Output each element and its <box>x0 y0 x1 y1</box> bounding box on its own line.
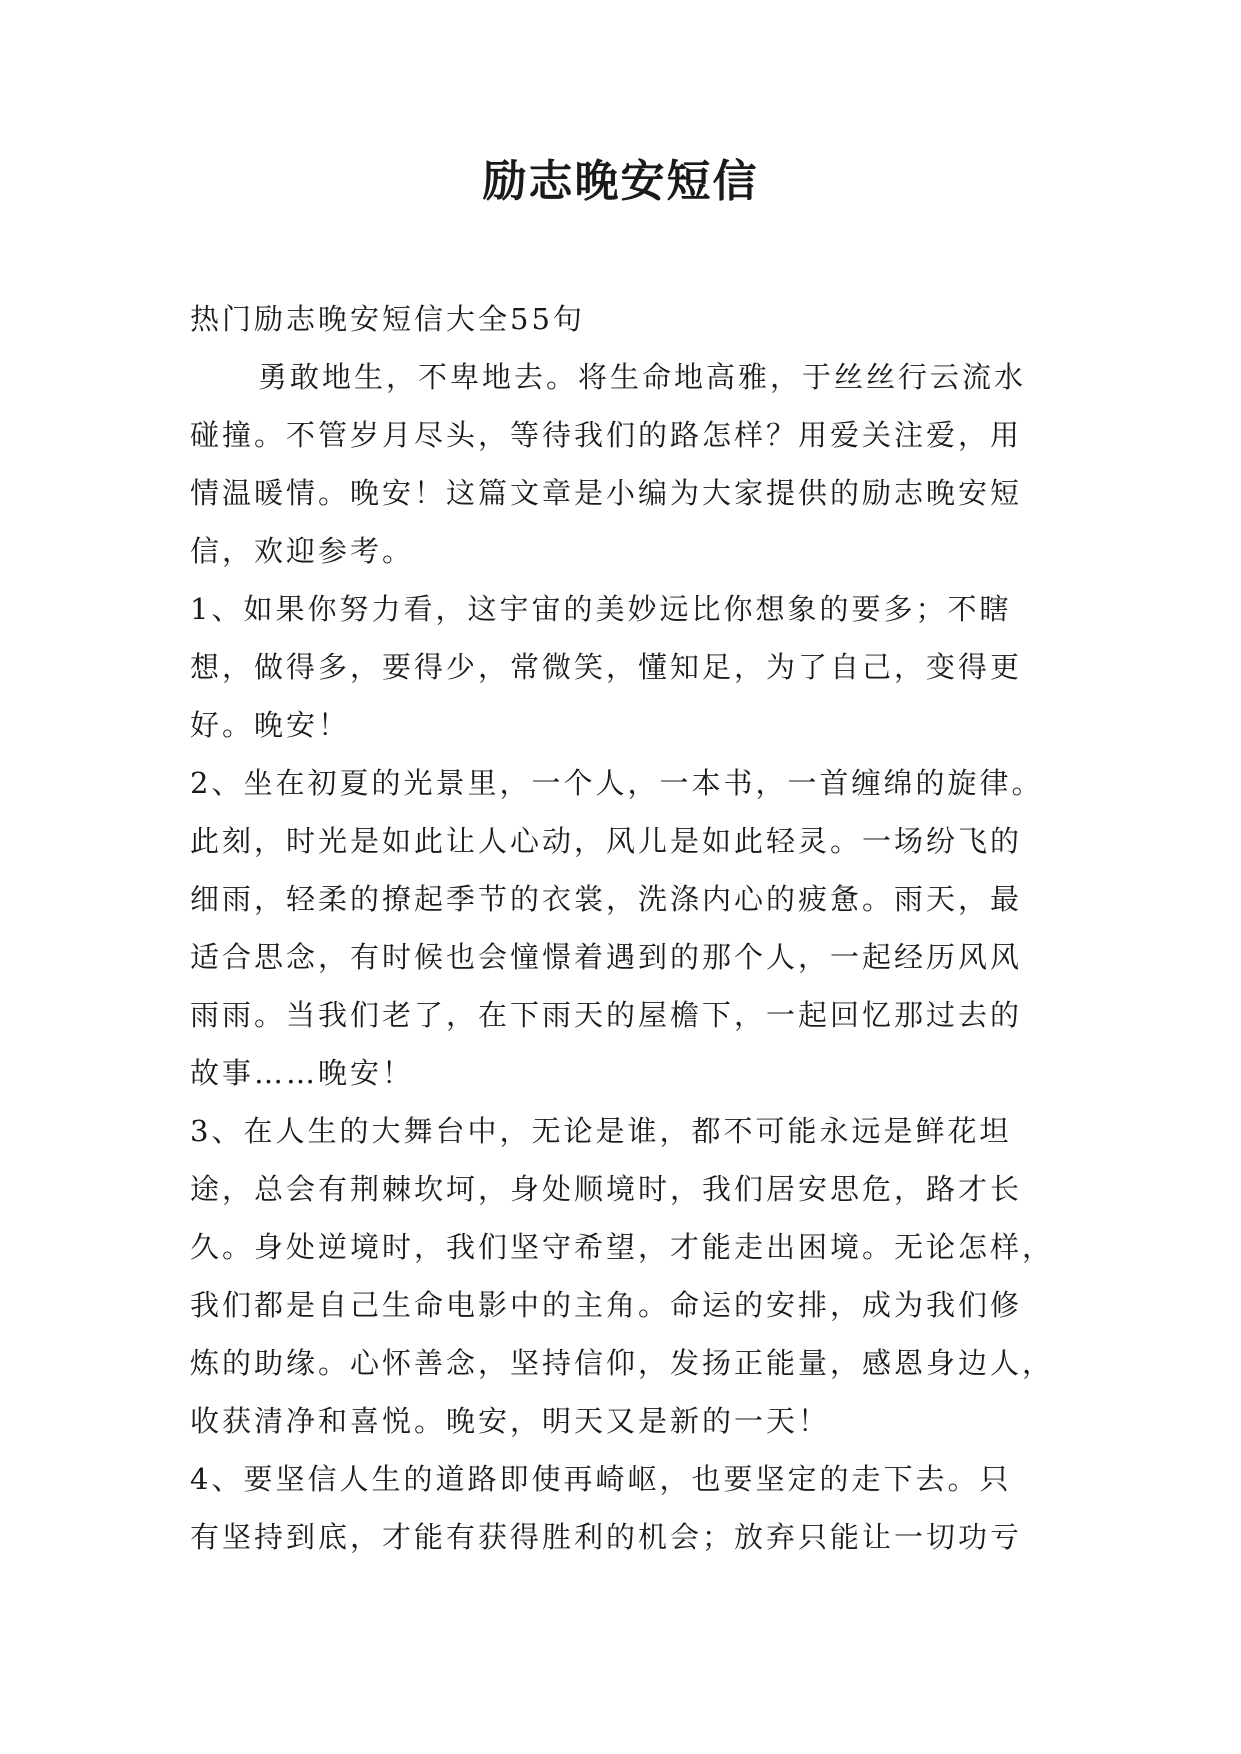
document-title: 励志晚安短信 <box>482 156 759 207</box>
paragraph-line: 情温暖情。晚安！这篇文章是小编为大家提供的励志晚安短 <box>190 476 1023 510</box>
paragraph-line: 3、在人生的大舞台中，无论是谁，都不可能永远是鲜花坦 <box>190 1114 1012 1148</box>
paragraph-line: 细雨，轻柔的撩起季节的衣裳，洗涤内心的疲惫。雨天，最 <box>190 882 1023 916</box>
paragraph-line: 途，总会有荆棘坎坷，身处顺境时，我们居安思危，路才长 <box>190 1172 1023 1206</box>
paragraph-line: 有坚持到底，才能有获得胜利的机会；放弃只能让一切功亏 <box>190 1520 1023 1554</box>
document-body <box>190 290 1056 1566</box>
paragraph-line: 碰撞。不管岁月尽头，等待我们的路怎样？用爱关注爱，用 <box>190 418 1023 452</box>
paragraph-line: 适合思念，有时候也会憧憬着遇到的那个人，一起经历风风 <box>190 940 1023 974</box>
paragraph-line: 久。身处逆境时，我们坚守希望，才能走出困境。无论怎样， <box>190 1230 1055 1264</box>
paragraph-line: 4、要坚信人生的道路即使再崎岖，也要坚定的走下去。只 <box>190 1462 1012 1496</box>
paragraph-line: 雨雨。当我们老了，在下雨天的屋檐下，一起回忆那过去的 <box>190 998 1023 1032</box>
paragraph-line: 收获清净和喜悦。晚安，明天又是新的一天！ <box>190 1404 831 1438</box>
paragraph-line: 炼的助缘。心怀善念，坚持信仰，发扬正能量，感恩身边人， <box>190 1346 1055 1380</box>
paragraph-line: 2、坐在初夏的光景里，一个人，一本书，一首缠绵的旋律。 <box>190 766 1044 800</box>
paragraph-line: 想，做得多，要得少，常微笑，懂知足，为了自己，变得更 <box>190 650 1023 684</box>
paragraph-line: 勇敢地生，不卑地去。将生命地高雅，于丝丝行云流水 <box>258 360 1027 394</box>
paragraph-line: 好。晚安！ <box>190 708 351 742</box>
paragraph-line: 我们都是自己生命电影中的主角。命运的安排，成为我们修 <box>190 1288 1023 1322</box>
subtitle-line: 热门励志晚安短信大全55句 <box>190 302 585 336</box>
paragraph-line: 1、如果你努力看，这宇宙的美妙远比你想象的要多；不瞎 <box>190 592 1012 626</box>
paragraph-line: 此刻，时光是如此让人心动，风儿是如此轻灵。一场纷飞的 <box>190 824 1023 858</box>
paragraph-line: 信，欢迎参考。 <box>190 534 415 568</box>
paragraph-line: 故事……晚安！ <box>190 1056 415 1090</box>
